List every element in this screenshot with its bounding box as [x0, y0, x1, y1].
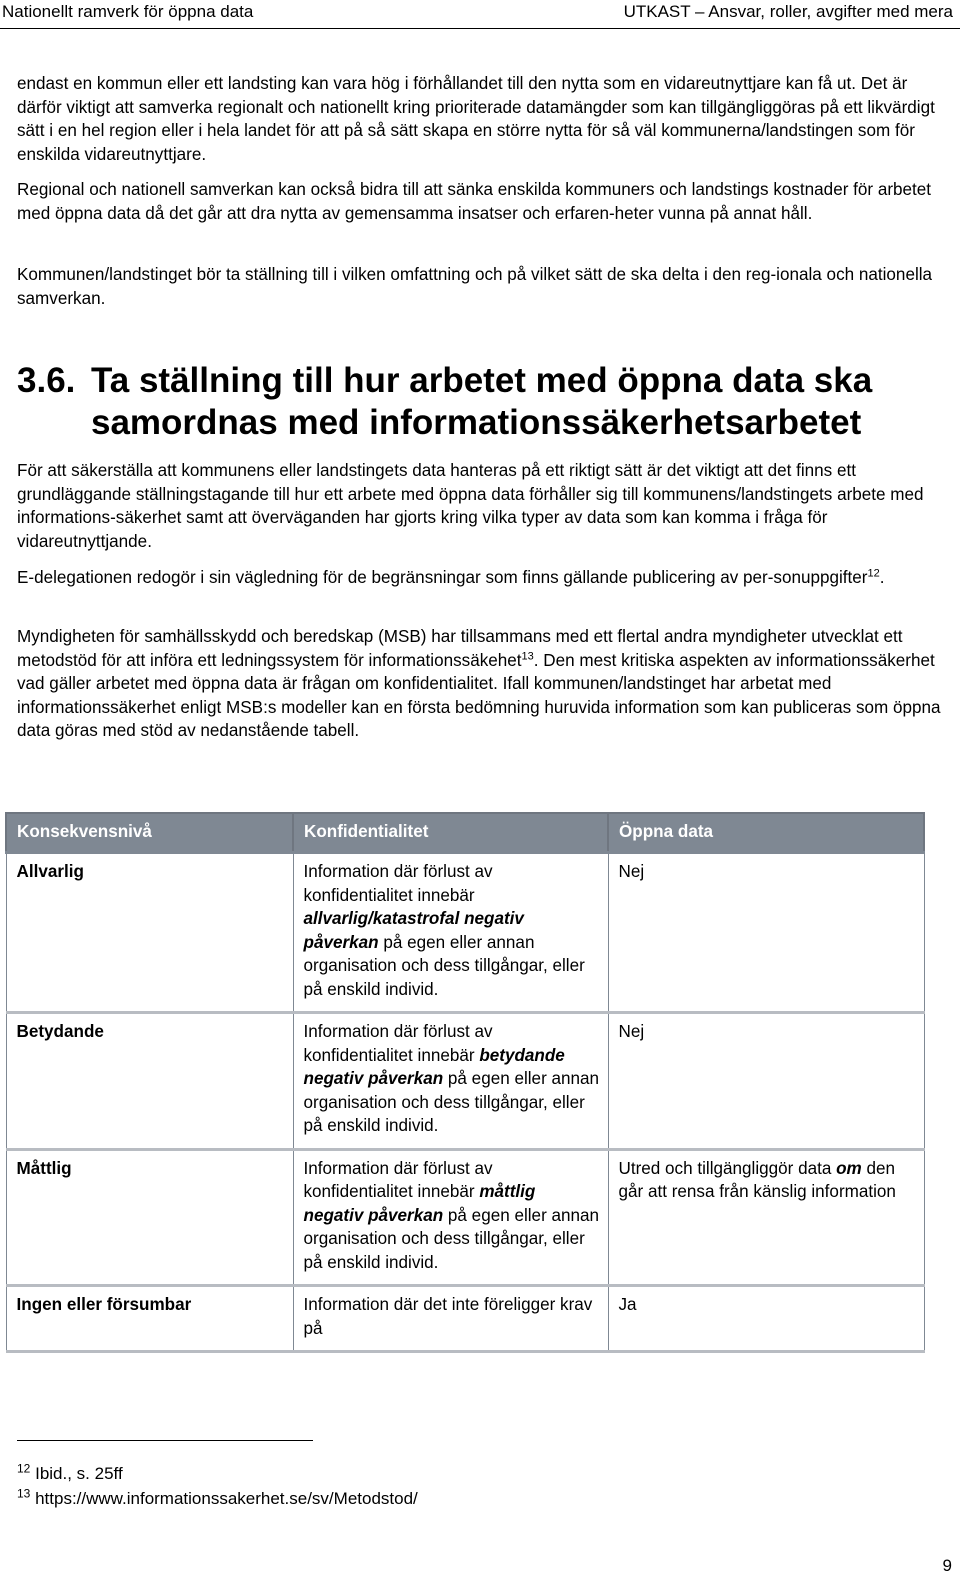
cell-confidentiality — [293, 1013, 608, 1150]
table-row — [6, 1013, 924, 1150]
cell-text: Information där det inte föreligger krav på — [303, 1295, 593, 1338]
footnote-divider — [17, 1440, 313, 1441]
paragraph-regional-cooperation: Regional och nationell samverkan kan också bidra till att sänka enskilda kommuners och landstings kostnader för arbetet med öppna data då det går att dra nytta av gemensamma insatser och erfaren-heter vunna på annat håll. — [17, 180, 932, 223]
cell-confidentiality — [293, 1149, 608, 1286]
paragraph-msb — [17, 625, 952, 743]
table-header-row — [6, 813, 924, 853]
page-number: 9 — [942, 1556, 952, 1575]
cell-emphasis: måttlig negativ påverkan — [303, 1182, 536, 1225]
paragraph-text-end: . Den mest kritiska aspekten av informationssäkerhet vad gäller arbetet med öppna data är frågan om konfidentialitet. Ifall kommunen/landstinget har arbetat med informationssäkerhet enligt MSB:s modeller kan en första bedömning huruvida information som kan publiceras som öppna data göras med stöd av nedanstående tabell. — [17, 650, 941, 740]
cell-text: Nej — [618, 1022, 645, 1041]
table-row — [6, 1149, 924, 1286]
page-header — [0, 0, 960, 26]
cell-confidentiality — [293, 853, 608, 1013]
column-header-open-data: Öppna data — [608, 813, 924, 853]
section-title: Ta ställning till hur arbetet med öppna data ska samordnas med informationssäkerhetsarbetet — [91, 361, 873, 442]
cell-level: Ingen eller försumbar — [6, 1286, 293, 1352]
footnote-13 — [17, 1488, 418, 1510]
cell-emphasis: om — [836, 1158, 862, 1178]
cell-open-data — [608, 853, 924, 1013]
footnote-ref-12[interactable]: 12 — [867, 567, 880, 580]
header-divider — [0, 28, 960, 29]
cell-emphasis: betydande negativ påverkan — [303, 1045, 565, 1088]
cell-open-data — [608, 1013, 924, 1150]
cell-level: Betydande — [6, 1013, 293, 1150]
cell-text: Nej — [618, 862, 645, 881]
footnote-number: 13 — [17, 1486, 31, 1501]
cell-text: Information där förlust av konfidentialitet innebär — [303, 862, 493, 905]
cell-emphasis: allvarlig/katastrofal negativ påverkan — [303, 909, 524, 952]
column-header-level: Konsekvensnivå — [6, 813, 293, 853]
cell-text: Ja — [618, 1295, 637, 1314]
header-document-title: Nationellt ramverk för öppna data — [2, 2, 254, 21]
cell-level: Allvarlig — [6, 853, 293, 1013]
cell-text: på egen eller annan organisation och dess tillgångar, eller på enskild individ. — [303, 932, 585, 999]
paragraph-security-intro: För att säkerställa att kommunens eller landstingets data hanteras på ett riktigt sätt är det viktigt att det finns ett grundläggande ställningstagande till hur ett arbete med öppna data förhåller sig till kommunens/landstingets arbete med informations-säkerhet samt att överväganden har gjorts kring vilka typer av data som kan komma i fråga för vidareutnyttjande. — [17, 461, 924, 551]
cell-text: Information där förlust av konfidentialitet innebär — [303, 1022, 493, 1065]
consequence-table — [5, 812, 925, 1353]
paragraph-participation: Kommunen/landstinget bör ta ställning till i vilken omfattning och på vilket sätt de ska delta i den reg-ionala och nationella samverkan. — [17, 265, 933, 308]
column-header-confidentiality: Konfidentialitet — [293, 813, 608, 853]
header-section-title: UTKAST – Ansvar, roller, avgifter med mera — [623, 2, 953, 21]
paragraph-cost-benefit: endast en kommun eller ett landsting kan vara hög i förhållandet till den nytta som en vidareutnyttjare kan få ut. Det är därför viktigt att samverka regionalt och nationellt kring prioriterade datamängder som kan tillgängliggöras på ett likvärdigt sätt i en hel region eller i hela landet för att på så sätt skapa en större nytta för så väl kommunerna/landstingen som för enskilda vidareutnyttjare. — [17, 74, 935, 164]
cell-text: på egen eller annan organisation och dess tillgångar, eller på enskild individ. — [303, 1205, 600, 1272]
table-row — [6, 1286, 924, 1352]
cell-text: den går att rensa från känslig information — [618, 1158, 896, 1201]
footnote-ref-13[interactable]: 13 — [521, 649, 534, 662]
cell-open-data — [608, 1286, 924, 1352]
section-number: 3.6. — [17, 361, 76, 400]
cell-text: Utred och tillgängliggör data — [618, 1158, 837, 1178]
cell-text: Information där förlust av konfidentialitet innebär — [303, 1158, 493, 1201]
footnote-number: 12 — [17, 1461, 31, 1476]
cell-level: Måttlig — [6, 1149, 293, 1286]
paragraph-text-end: . — [879, 568, 885, 587]
table-row — [6, 853, 924, 1013]
paragraph-text: Myndigheten för samhällsskydd och beredskap (MSB) har tillsammans med ett flertal andra myndigheter utvecklat ett metodstöd för att införa ett ledningssystem för informationssäkehet — [17, 627, 903, 670]
footnote-link[interactable]: https://www.informationssakerhet.se/sv/Metodstod/ — [35, 1489, 418, 1508]
cell-open-data — [608, 1149, 924, 1286]
footnote-text: Ibid., s. 25ff — [35, 1464, 123, 1483]
paragraph-text: E-delegationen redogör i sin vägledning för de begränsningar som finns gällande publicering av per-sonuppgifter — [17, 568, 868, 587]
footnote-12 — [17, 1463, 123, 1485]
cell-text: på egen eller annan organisation och dess tillgångar, eller på enskild individ. — [303, 1069, 600, 1135]
cell-confidentiality — [293, 1286, 608, 1352]
paragraph-e-delegation — [17, 566, 885, 590]
